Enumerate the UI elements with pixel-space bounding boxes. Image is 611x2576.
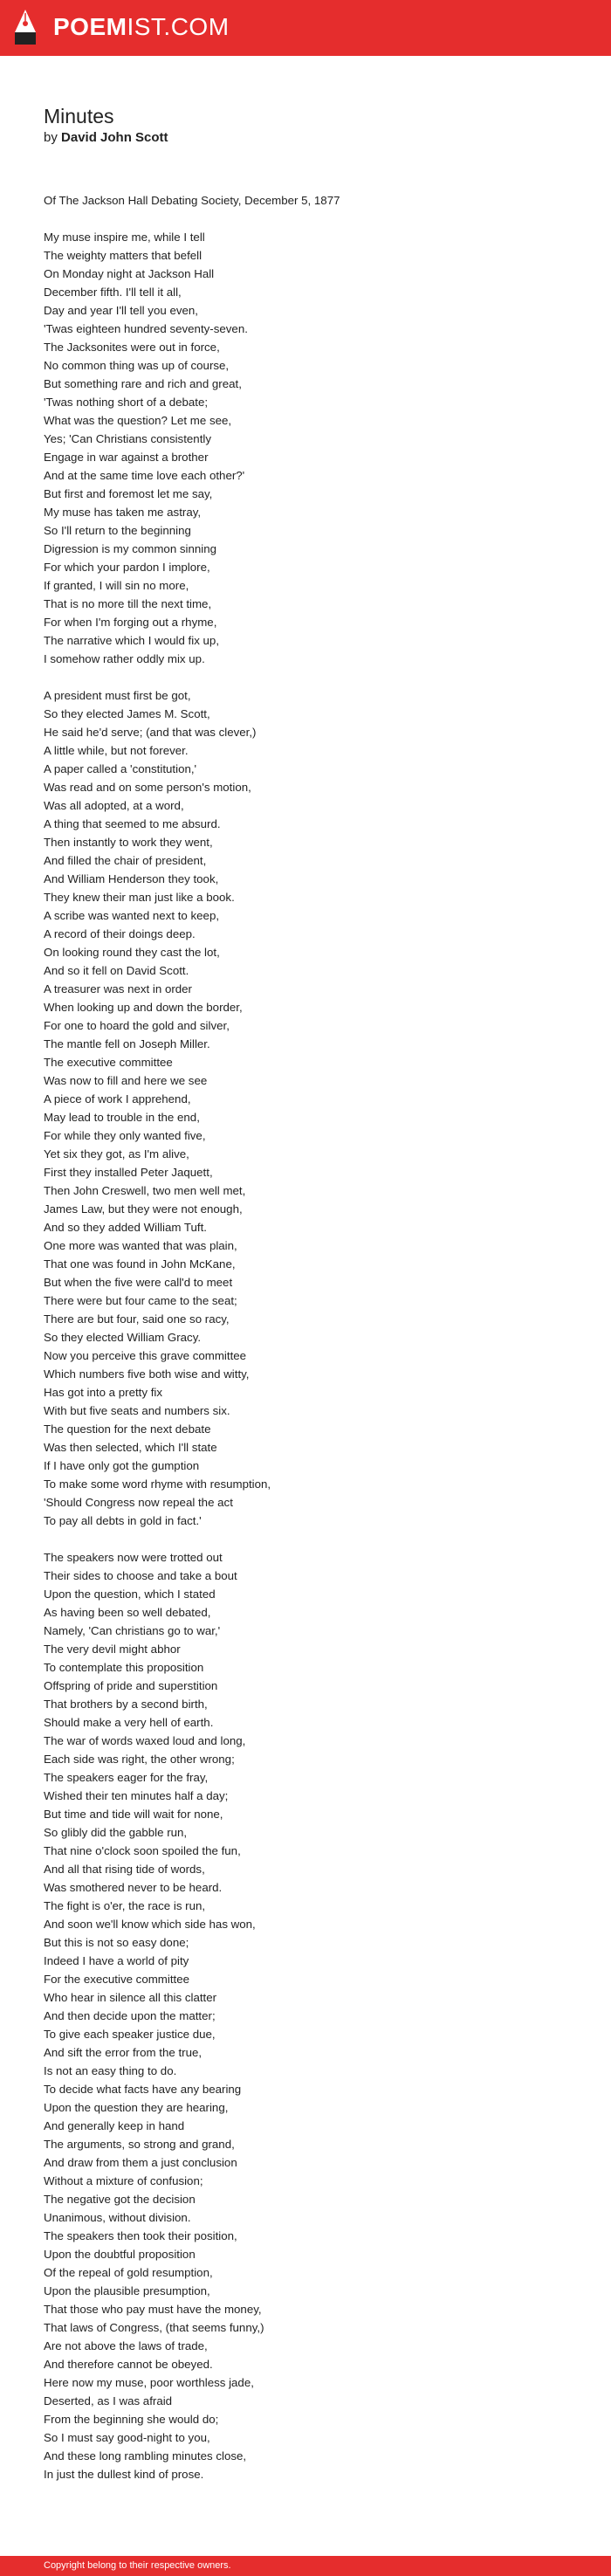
poem-line: The negative got the decision — [44, 2193, 196, 2206]
site-footer — [0, 2556, 611, 2576]
poem-line: Now you perceive this grave committee — [44, 1349, 247, 1362]
poem-line: Digression is my common sinning — [44, 542, 217, 555]
poem-line: Offspring of pride and superstition — [44, 1679, 218, 1692]
poem-line: Upon the doubtful proposition — [44, 2248, 196, 2261]
poem-line: A president must first be got, — [44, 689, 191, 702]
poem-line: On Monday night at Jackson Hall — [44, 267, 215, 280]
poem-line: Namely, 'Can christians go to war,' — [44, 1624, 221, 1637]
poem-line: And generally keep in hand — [44, 2119, 185, 2132]
poem-line: And soon we'll know which side has won, — [44, 1918, 256, 1931]
poem-line: To pay all debts in gold in fact.' — [44, 1514, 202, 1527]
poem-line: As having been so well debated, — [44, 1606, 211, 1619]
poem-line: A little while, but not forever. — [44, 744, 189, 757]
poem-line: Then instantly to work they went, — [44, 836, 213, 849]
poem-line: The question for the next debate — [44, 1422, 211, 1436]
poem-line: And then decide upon the matter; — [44, 2009, 216, 2022]
site-header — [0, 0, 611, 56]
poem-line: Was smothered never to be heard. — [44, 1881, 223, 1894]
pen-nib-icon[interactable] — [15, 10, 36, 45]
poem-line: So glibly did the gabble run, — [44, 1826, 188, 1839]
poem-line: Was then selected, which I'll state — [44, 1441, 217, 1454]
poem-line: And sift the error from the true, — [44, 2046, 203, 2059]
poem-line: In just the dullest kind of prose. — [44, 2468, 204, 2481]
author-name[interactable]: David John Scott — [61, 130, 168, 145]
poem-line: There are but four, said one so racy, — [44, 1312, 230, 1326]
poem-line: The speakers eager for the fray, — [44, 1771, 209, 1784]
poem-line: A paper called a 'constitution,' — [44, 762, 197, 775]
poem-line: Was all adopted, at a word, — [44, 799, 184, 812]
poem-line: 'Twas eighteen hundred seventy-seven. — [44, 322, 248, 335]
poem-line: Has got into a pretty fix — [44, 1386, 162, 1399]
poem-line: 'Should Congress now repeal the act — [44, 1496, 233, 1509]
poem-line: For which your pardon I implore, — [44, 561, 210, 574]
poem-line: When looking up and down the border, — [44, 1001, 243, 1014]
poem-line: That is no more till the next time, — [44, 597, 212, 610]
poem-line: With but five seats and numbers six. — [44, 1404, 230, 1417]
poem-line: What was the question? Let me see, — [44, 414, 232, 427]
poem-line: Unanimous, without division. — [44, 2211, 191, 2224]
poem-line: And so it fell on David Scott. — [44, 964, 189, 977]
byline-prefix: by — [44, 130, 58, 145]
poem-subtitle: Of The Jackson Hall Debating Society, December 5, 1877 — [44, 194, 340, 207]
poem-line: Indeed I have a world of pity — [44, 1954, 189, 1967]
poem-line: On looking round they cast the lot, — [44, 946, 220, 959]
poem-line: Yet six they got, as I'm alive, — [44, 1147, 189, 1161]
poem-line: The war of words waxed loud and long, — [44, 1734, 246, 1747]
logo-light-text: IST.COM — [127, 13, 230, 40]
poem-line: For one to hoard the gold and silver, — [44, 1019, 230, 1032]
poem-line: The weighty matters that befell — [44, 249, 203, 262]
poem-line: From the beginning she would do; — [44, 2413, 219, 2426]
poem-line: Then John Creswell, two men well met, — [44, 1184, 246, 1197]
poem-line: December fifth. I'll tell it all, — [44, 286, 182, 299]
poem-line: Was now to fill and here we see — [44, 1074, 208, 1087]
poem-line: Of the repeal of gold resumption, — [44, 2266, 213, 2279]
poem-line: But time and tide will wait for none, — [44, 1808, 223, 1821]
poem-line: The very devil might abhor — [44, 1643, 181, 1656]
poem-line: Who hear in silence all this clatter — [44, 1991, 217, 2004]
poem-line: The speakers now were trotted out — [44, 1551, 223, 1564]
site-logo[interactable] — [53, 12, 230, 42]
poem-line: Each side was right, the other wrong; — [44, 1753, 235, 1766]
poem-line: Wished their ten minutes half a day; — [44, 1789, 229, 1802]
poem-line: Upon the question, which I stated — [44, 1588, 216, 1601]
poem-line: Day and year I'll tell you even, — [44, 304, 198, 317]
poem-line: James Law, but they were not enough, — [44, 1202, 243, 1216]
poem-line: And William Henderson they took, — [44, 872, 219, 885]
poem-line: Yes; 'Can Christians consistently — [44, 432, 211, 445]
poem-line: Upon the question they are hearing, — [44, 2101, 229, 2114]
poem-line: I somehow rather oddly mix up. — [44, 652, 205, 665]
poem-line: My muse inspire me, while I tell — [44, 231, 205, 244]
logo-bold-text: POEM — [53, 13, 127, 40]
poem-line: Should make a very hell of earth. — [44, 1716, 214, 1729]
poem-line: For when I'm forging out a rhyme, — [44, 616, 217, 629]
poem-line: So I'll return to the beginning — [44, 524, 191, 537]
stanza-break — [44, 1530, 567, 1548]
poem-line: If granted, I will sin no more, — [44, 579, 189, 592]
poem-title: Minutes — [44, 105, 114, 127]
poem-line: The narrative which I would fix up, — [44, 634, 220, 647]
poem-line: No common thing was up of course, — [44, 359, 230, 372]
poem-line: That nine o'clock soon spoiled the fun, — [44, 1844, 241, 1857]
poem-line: Their sides to choose and take a bout — [44, 1569, 237, 1582]
poem-line: The arguments, so strong and grand, — [44, 2138, 235, 2151]
poem-line: A piece of work I apprehend, — [44, 1092, 191, 1105]
poem-line: Engage in war against a brother — [44, 451, 209, 464]
poem-line: For while they only wanted five, — [44, 1129, 206, 1142]
poem-line: And these long rambling minutes close, — [44, 2449, 247, 2462]
poem-line: Without a mixture of confusion; — [44, 2174, 203, 2187]
stanza-break — [44, 668, 567, 686]
poem-line: A thing that seemed to me absurd. — [44, 817, 221, 830]
poem-line: A scribe was wanted next to keep, — [44, 909, 220, 922]
poem-line: To make some word rhyme with resumption, — [44, 1477, 271, 1491]
poem-line: The speakers then took their position, — [44, 2229, 237, 2242]
poem-line: And at the same time love each other?' — [44, 469, 245, 482]
poem-line: Are not above the laws of trade, — [44, 2339, 208, 2352]
poem-line: He said he'd serve; (and that was clever,) — [44, 726, 257, 739]
poem-line: To decide what facts have any bearing — [44, 2083, 242, 2096]
poem-body — [44, 191, 567, 2483]
poem-line: So they elected James M. Scott, — [44, 707, 210, 720]
byline — [44, 129, 168, 147]
poem-line: And so they added William Tuft. — [44, 1221, 207, 1234]
copyright-text: Copyright belong to their respective owners. — [44, 2560, 231, 2571]
poem-line: They knew their man just like a book. — [44, 891, 235, 904]
poem-line: The executive committee — [44, 1056, 173, 1069]
poem-line: If I have only got the gumption — [44, 1459, 200, 1472]
poem-line: So I must say good-night to you, — [44, 2431, 210, 2444]
poem-line: That those who pay must have the money, — [44, 2303, 262, 2316]
poem-line: There were but four came to the seat; — [44, 1294, 237, 1307]
poem-line: The Jacksonites were out in force, — [44, 341, 220, 354]
poem-line: The mantle fell on Joseph Miller. — [44, 1037, 210, 1050]
poem-line: To contemplate this proposition — [44, 1661, 204, 1674]
poem-line: And all that rising tide of words, — [44, 1863, 205, 1876]
poem-line: 'Twas nothing short of a debate; — [44, 396, 209, 409]
poem-line: A treasurer was next in order — [44, 982, 192, 995]
poem-line: Was read and on some person's motion, — [44, 781, 251, 794]
poem-line: Deserted, as I was afraid — [44, 2394, 173, 2407]
poem-line: A record of their doings deep. — [44, 927, 196, 940]
poem-line: That laws of Congress, (that seems funny,) — [44, 2321, 264, 2334]
poem-line: My muse has taken me astray, — [44, 506, 202, 519]
poem-line: That brothers by a second birth, — [44, 1698, 208, 1711]
poem-line: To give each speaker justice due, — [44, 2028, 216, 2041]
poem-line: Upon the plausible presumption, — [44, 2284, 210, 2297]
poem-line: The fight is o'er, the race is run, — [44, 1899, 206, 1912]
poem-line: But first and foremost let me say, — [44, 487, 213, 500]
poem-line: May lead to trouble in the end, — [44, 1111, 200, 1124]
poem-line: But this is not so easy done; — [44, 1936, 189, 1949]
poem-line: Which numbers five both wise and witty, — [44, 1367, 250, 1381]
poem-line: And therefore cannot be obeyed. — [44, 2358, 213, 2371]
poem-line: That one was found in John McKane, — [44, 1257, 236, 1271]
poem-line: But something rare and rich and great, — [44, 377, 242, 390]
poem-line: For the executive committee — [44, 1973, 190, 1986]
stanza-break — [44, 210, 567, 228]
poem-line: One more was wanted that was plain, — [44, 1239, 237, 1252]
poem-line: So they elected William Gracy. — [44, 1331, 202, 1344]
poem-line: Is not an easy thing to do. — [44, 2064, 177, 2077]
poem-line: But when the five were call'd to meet — [44, 1276, 233, 1289]
poem-line: Here now my muse, poor worthless jade, — [44, 2376, 254, 2389]
poem-line: And draw from them a just conclusion — [44, 2156, 237, 2169]
poem-line: First they installed Peter Jaquett, — [44, 1166, 213, 1179]
poem-line: And filled the chair of president, — [44, 854, 207, 867]
